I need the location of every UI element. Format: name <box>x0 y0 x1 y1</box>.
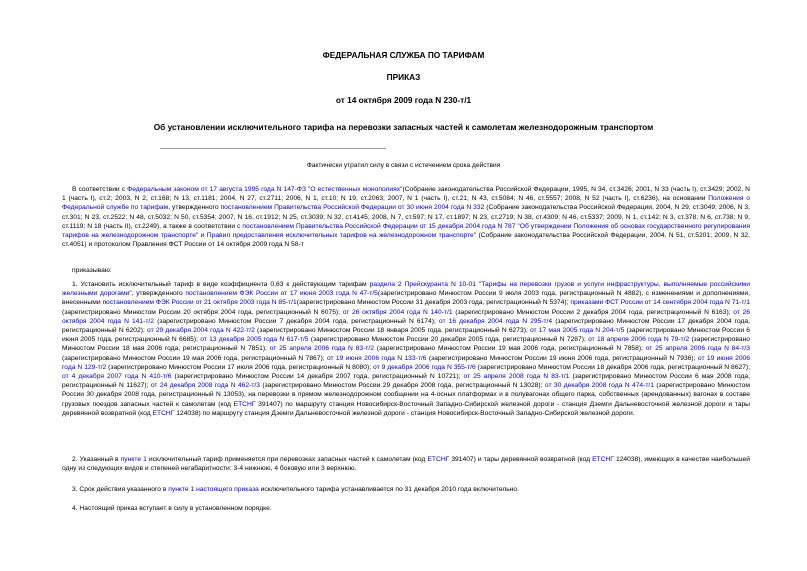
text-run: (Собрание законодательства Российской Федерации, 2004, N 29, ст.3049; 2006, N 3, ст.301; N 23, ст.2522; N 48, ст.5032; N 50, ст.5354; 2007, N 16, ст.1912; N 25, ст.3039; N 32, ст.4145; 2008, N 7, ст.597; N 17, ст.1897; N 23, ст.2719; N 38, ст.4309; N 46, ст.5337; 2009, N 1, ст.142; N 3, ст.378; N 6, ст.738; N 9, ст.1119; N 18 (часть II), ст.2249), а также в соответствии с <box>62 204 750 230</box>
reference-link[interactable]: от 24 декабря 2008 года N 462-т/3 <box>150 382 260 390</box>
order-word: приказываю: <box>72 267 112 274</box>
text-run: (зарегистрировано Минюстом России 20 декабря 2005 года, регистрационный N 7287); <box>308 336 589 344</box>
doc-date-number: от 14 октября 2009 года N 230-т/1 <box>335 95 472 105</box>
reference-link[interactable]: от 26 октября 2004 года N 141-т/2 <box>62 308 750 325</box>
paragraph-4 <box>62 504 750 513</box>
text-run: 391407) и тары деревянной возвратной (код <box>449 456 593 463</box>
text-run: (зарегистрировано Минюстом России 9 июля 2003 года, регистрационный N 4882), с изменениями и дополнениями, внесенными <box>62 290 750 307</box>
text-run: 124038) по маршруту станция Дземги Дальневосточной железной дороги - станция Новосибирск-Восточный Западно-Сибирской железной дороги. <box>174 409 635 417</box>
text-run: 1. Установить исключительный тариф в виде коэффициента 0,63 к действующим тарифам <box>72 281 370 288</box>
reference-link[interactable]: пункте 1 <box>120 456 147 463</box>
paragraph-3 <box>62 485 750 494</box>
reference-link[interactable]: Положения о Федеральной службе по тарифам <box>62 195 750 212</box>
text-run: (зарегистрировано Минюстом России 17 июля 2006 года, регистрационный N 8080); <box>106 363 374 371</box>
text-run: (зарегистрировано Минюстом России 2 декабря 2004 года, регистрационный N 6163); <box>452 308 734 316</box>
text-run: 3. Срок действия указанного в <box>72 486 169 493</box>
text-run: (зарегистрировано Минюстом России 7 декабря 2004 года, регистрационный N 6174); <box>154 317 439 325</box>
text-run: (зарегистрировано Минюстом России 18 мая 2006 года, регистрационный N 7851); <box>62 336 750 353</box>
reference-link[interactable]: от 26 октября 2004 года N 140-т/1 <box>342 308 453 316</box>
text-run: 391407) по маршруту станция Новосибирск-Восточный Западно-Сибирской железной дороги - станция Дземги Дальневосточной железной дороги и тары деревянной возвратной (код <box>62 400 750 417</box>
text-run: (зарегистрировано Минюстом России 19 мая 2006 года, регистрационный N 7858); <box>373 345 646 353</box>
text-run: 2. Указанный в <box>72 456 121 463</box>
text-run: , утвержденного <box>131 290 186 298</box>
reference-link[interactable]: постановлением ФЭК России от 17 июня 2003 года N 47-т/5 <box>185 290 378 298</box>
reference-link[interactable]: от 9 декабря 2006 года N 355-т/6 <box>373 363 476 371</box>
reference-link[interactable]: ЕТСНГ <box>427 456 450 463</box>
reference-link[interactable]: от 30 декабря 2008 года N 474-т/1 <box>544 382 655 390</box>
reference-link[interactable]: от 4 декабря 2007 года N 410-т/6 <box>62 373 172 381</box>
reference-link[interactable]: постановлением ФЭК России от 21 октября 2003 года N 85-т/1 <box>102 299 297 307</box>
reference-link[interactable]: от 13 декабря 2005 года N 617-т/5 <box>200 336 309 344</box>
reference-link[interactable]: от 25 апреля 2006 года N 84-т/3 <box>645 345 750 353</box>
text-run: 124038), имеющих в качестве наибольшей одну из следующих видов и степеней негабаритности: 3-4 нижнюю, 4 боковую или 3 верхнюю. <box>62 456 750 473</box>
reference-link[interactable]: ЕТСНГ <box>152 409 175 417</box>
text-run: исключительный тариф применяется при перевозках запасных частей к самолетам (код <box>146 456 428 463</box>
text-run: (зарегистрировано Минюстом России 31 декабря 2003 года, регистрационный N 5374); <box>296 299 571 307</box>
reference-link[interactable]: Федеральным законом от 17 августа 1995 года N 147-ФЗ "О естественных монополиях" <box>127 186 403 193</box>
reference-link[interactable]: ЕТСНГ <box>592 456 614 463</box>
text-run: (зарегистрировано Минюстом России 30 декабря 2008 года, регистрационный N 13053), на перевозки в прямом железнодорожном сообщении на 4-осных платформах и в полувагонах общего парка, собственных (арендованных) вагонах в составе грузовых поездов запасных частей к самолетам (код <box>62 382 750 408</box>
text-run: (зарегистрировано Минюстом России 18 декабря 2006 года, регистрационный N 8627); <box>475 363 750 371</box>
reference-link[interactable]: от 19 июня 2006 года N 133-т/6 <box>326 354 427 362</box>
text-run: (зарегистрировано Минюстом России 18 января 2005 года, регистрационный N 6273); <box>254 327 530 335</box>
reference-link[interactable]: постановлением Правительства Российской Федерации от 15 декабря 2004 года N 787 "Об утверждении Положения об основах государственного регулирования тарифов на железнодорожном транспорте" и Правил предоставления исключительных тарифов на железнодорожном транспорте" <box>62 222 750 240</box>
reference-link[interactable]: раздела 2 Прейскуранта N 10-01 "Тарифы на перевозки грузов и услуги инфраструктуры, выполняемые российскими железными дорогами" <box>62 281 750 298</box>
text-run: (зарегистрировано Минюстом России 29 декабря 2008 года, регистрационный N 13028); <box>260 382 545 390</box>
reference-link[interactable]: постановлением Правительства Российской Федерации от 30 июня 2004 года N 332 <box>220 204 485 212</box>
reference-link[interactable]: от 25 апреля 2008 года N 83-т/1 <box>463 373 570 381</box>
text-run: 4. Настоящий приказ вступает в силу в установленном порядке. <box>72 505 272 512</box>
text-run: (зарегистрировано Минюстом России 19 мая 2006 года, регистрационный N 7867); <box>62 354 327 362</box>
text-run: (Собрание законодательства Российской Федерации, 1995, N 34, ст.3426; 2001, N 33 (часть I), ст.3429; 2002, N 1 (часть I), ст.2; 2003, N 2, ст.168; N 13, ст.1181; 2004, N 27, ст.2711; 2006, N 1, ст.10; N 19, ст.2063; 2007, N 1 (часть I), ст.21; N 43, ст.5084; N 46, ст.5557; 2008, N 52 (часть I), ст.6236), на основании <box>62 186 750 203</box>
text-run: (зарегистрировано Минюстом России 17 декабря 2004 года, регистрационный N 6202); <box>62 317 751 335</box>
preamble-paragraph <box>62 185 750 249</box>
reference-link[interactable]: от 19 июня 2006 года N 129-т/2 <box>62 354 750 371</box>
text-run: исключительного тарифа устанавливается по 31 декабря 2010 года включительно. <box>258 486 519 493</box>
text-run: (зарегистрировано Минюстом России 20 октября 2004 года, регистрационный N 6075); <box>62 308 343 316</box>
text-run: (зарегистрировано Минюстом России 19 июня 2006 года, регистрационный N 7936); <box>426 354 698 362</box>
text-run: (зарегистрировано Минюстом России 6 июня 2005 года, регистрационный N 6685); <box>62 327 750 344</box>
paragraph-1 <box>62 280 750 418</box>
reference-link[interactable]: от 17 мая 2005 года N 204-т/5 <box>529 327 625 335</box>
doc-title: Об установлении исключительного тарифа на перевозки запасных частей к самолетам железнодорожным транспортом <box>153 122 654 132</box>
reference-link[interactable]: пункте 1 настоящего приказа <box>168 486 259 493</box>
text-run: (зарегистрировано Минюстом России 14 декабря 2007 года, регистрационный N 10721); <box>171 373 464 381</box>
text-run: , утвержденного <box>168 204 221 212</box>
doc-type-heading: ПРИКАЗ <box>386 72 421 82</box>
text-run: (Собрание законодательства Российской Федерации, 2004, N 51, ст.5201; 2009, N 32, ст.4051) и протоколом Правления ФСТ России от 14 октября 2009 года N 58-т <box>62 232 750 249</box>
reference-link[interactable]: от 29 декабря 2004 года N 422-т/2 <box>147 327 255 335</box>
paragraph-2 <box>62 455 750 473</box>
agency-heading: ФЕДЕРАЛЬНАЯ СЛУЖБА ПО ТАРИФАМ <box>322 50 485 60</box>
reference-link[interactable]: приказами ФСТ России от 14 сентября 2004 года N 71-т/1 <box>570 299 750 307</box>
validity-notice: Фактически утратил силу в связи с истечением срока действия <box>306 162 501 169</box>
divider-line <box>160 148 386 149</box>
text-run: (зарегистрировано Минюстом России 6 мая 2008 года, регистрационный N 11627); <box>62 373 750 390</box>
text-run: В соответствии с <box>72 186 128 193</box>
reference-link[interactable]: от 18 апреля 2006 года N 79-т/2 <box>588 336 690 344</box>
reference-link[interactable]: ЕТСНГ <box>233 400 256 408</box>
reference-link[interactable]: от 25 апреля 2006 года N 83-т/2 <box>269 345 374 353</box>
reference-link[interactable]: от 16 декабря 2004 года N 295-т/4 <box>438 317 553 325</box>
